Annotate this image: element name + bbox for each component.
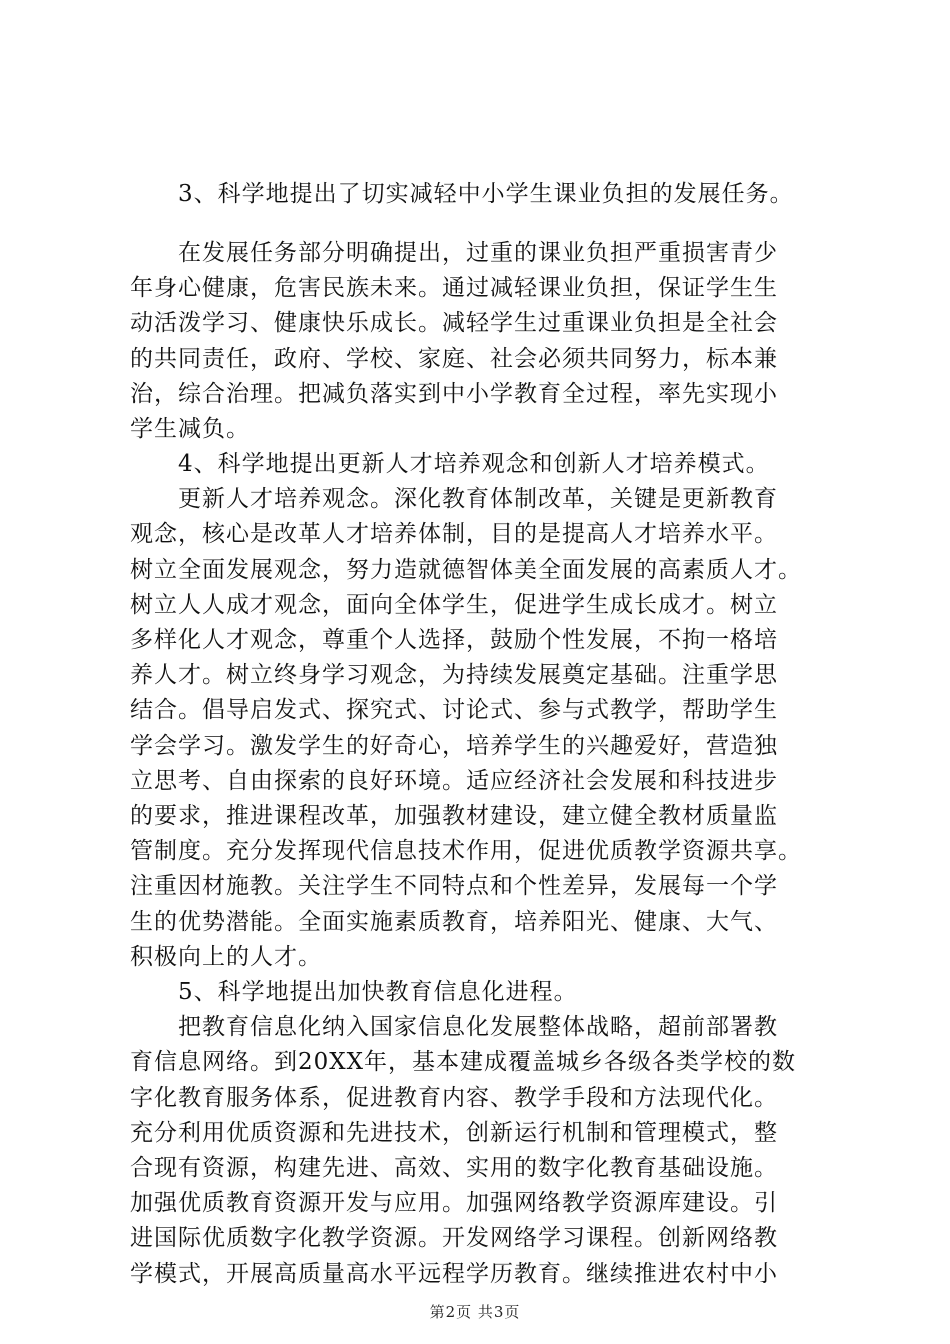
paragraph-line: 生的优势潜能。全面实施素质教育，培养阳光、健康、大气、 xyxy=(130,908,778,935)
paragraph-line: 注重因材施教。关注学生不同特点和个性差异，发展每一个学 xyxy=(130,873,778,900)
item3-paragraph xyxy=(130,236,822,447)
paragraph-line: 多样化人才观念，尊重个人选择，鼓励个性发展，不拘一格培 xyxy=(130,627,778,654)
paragraph-line: 把教育信息化纳入国家信息化发展整体战略，超前部署教 xyxy=(130,1014,778,1041)
page-number-footer: 第2页 共3页 xyxy=(429,1303,521,1321)
paragraph-line: 树立全面发展观念，努力造就德智体美全面发展的高素质人才。 xyxy=(130,556,802,583)
paragraph-line: 在发展任务部分明确提出，过重的课业负担严重损害青少 xyxy=(130,240,778,266)
item5-heading: 5、科学地提出加快教育信息化进程。 xyxy=(130,979,578,1006)
paragraph-line: 养人才。树立终身学习观念，为持续发展奠定基础。注重学思 xyxy=(130,662,778,689)
item3-heading: 3、科学地提出了切实减轻中小学生课业负担的发展任务。 xyxy=(178,181,794,207)
item4-section xyxy=(130,447,822,1292)
paragraph-line: 进国际优质数字化教学资源。开发网络学习课程。创新网络教 xyxy=(130,1225,778,1252)
paragraph-line: 加强优质教育资源开发与应用。加强网络教学资源库建设。引 xyxy=(130,1190,778,1217)
paragraph-line: 的共同责任，政府、学校、家庭、社会必须共同努力，标本兼 xyxy=(130,345,778,372)
paragraph-line: 学模式，开展高质量高水平远程学历教育。继续推进农村中小 xyxy=(130,1260,778,1287)
paragraph-line: 学会学习。激发学生的好奇心，培养学生的兴趣爱好，营造独 xyxy=(130,732,778,759)
paragraph-line: 合现有资源，构建先进、高效、实用的数字化教育基础设施。 xyxy=(130,1155,778,1182)
paragraph-line: 结合。倡导启发式、探究式、讨论式、参与式教学，帮助学生 xyxy=(130,697,778,724)
paragraph-line: 积极向上的人才。 xyxy=(130,943,322,970)
paragraph-line: 立思考、自由探索的良好环境。适应经济社会发展和科技进步 xyxy=(130,767,778,794)
item4-heading: 4、科学地提出更新人才培养观念和创新人才培养模式。 xyxy=(130,451,770,477)
paragraph-line: 学生减负。 xyxy=(130,416,250,443)
paragraph-line: 充分利用优质资源和先进技术，创新运行机制和管理模式，整 xyxy=(130,1119,778,1146)
paragraph-line: 动活泼学习、健康快乐成长。减轻学生过重课业负担是全社会 xyxy=(130,310,778,337)
paragraph-line: 的要求，推进课程改革，加强教材建设，建立健全教材质量监 xyxy=(130,803,778,830)
paragraph-line: 治，综合治理。把减负落实到中小学教育全过程，率先实现小 xyxy=(130,380,778,407)
paragraph-line: 更新人才培养观念。深化教育体制改革，关键是更新教育 xyxy=(130,486,778,513)
paragraph-line: 管制度。充分发挥现代信息技术作用，促进优质教学资源共享。 xyxy=(130,838,802,865)
paragraph-line: 观念，核心是改革人才培养体制，目的是提高人才培养水平。 xyxy=(130,521,778,548)
paragraph-line: 年身心健康，危害民族未来。通过减轻课业负担，保证学生生 xyxy=(130,275,778,302)
paragraph-line: 字化教育服务体系，促进教育内容、教学手段和方法现代化。 xyxy=(130,1084,778,1111)
paragraph-line: 育信息网络。到20XX年，基本建成覆盖城乡各级各类学校的数 xyxy=(130,1049,797,1076)
paragraph-line: 树立人人成才观念，面向全体学生，促进学生成长成才。树立 xyxy=(130,591,778,618)
